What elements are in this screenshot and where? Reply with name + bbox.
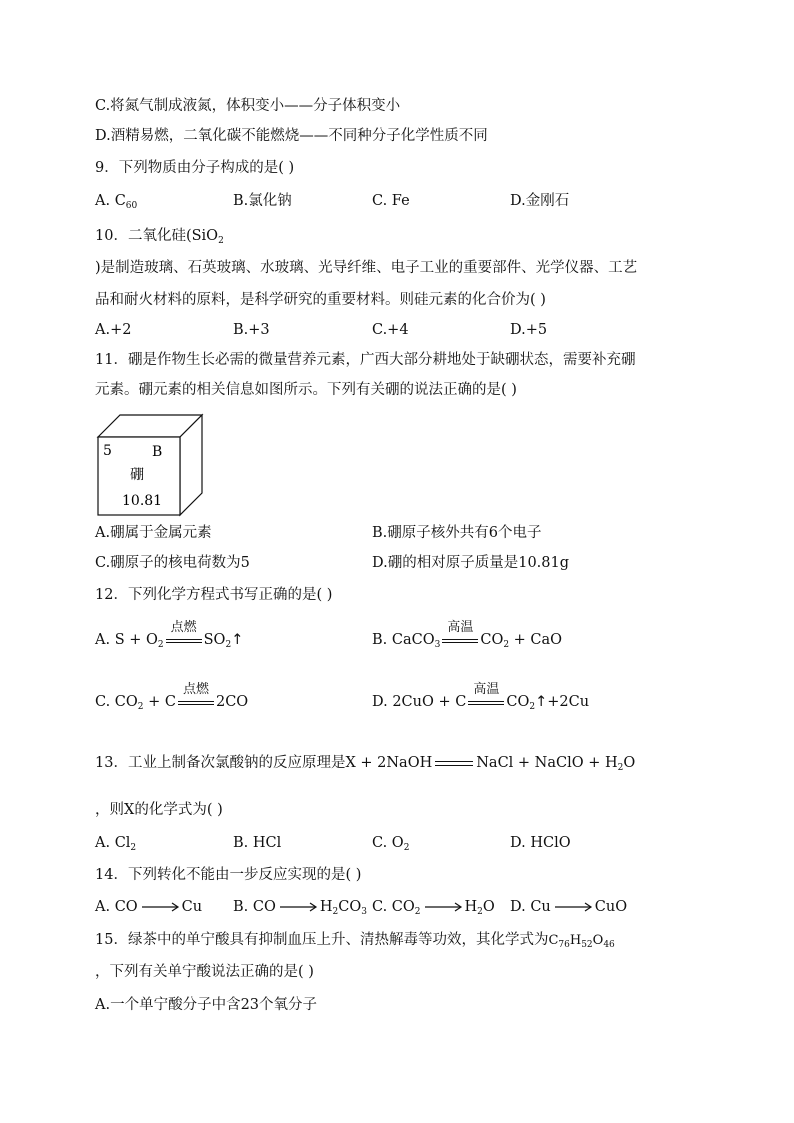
q9-option-d: D.金刚石	[510, 193, 570, 209]
q14-option-b: B. CO $H_2CO_3$	[233, 899, 367, 917]
question-11: 11．硼是作物生长必需的微量营养元素，广西大部分耕地处于缺硼状态，需要补充硼	[95, 352, 636, 368]
element-name: 硼	[130, 467, 144, 483]
question-15: 15．绿茶中的单宁酸具有抑制血压上升、清热解毒等功效，其化学式为$C_{76}H_{52}O_{46}$	[95, 932, 615, 950]
question-10-cont2: 品和耐火材料的原料，是科学研究的重要材料。则硅元素的化合价为( )	[95, 292, 546, 308]
element-symbol: B	[152, 444, 163, 460]
atomic-number: 5	[103, 443, 112, 459]
gas-arrow-icon: ↑	[231, 632, 244, 648]
question-11-cont: 元素。硼元素的相关信息如图所示。下列有关硼的说法正确的是( )	[95, 382, 517, 398]
q15-option-a: A.一个单宁酸分子中含23个氧分子	[95, 997, 318, 1013]
q10-option-b: B.+3	[233, 322, 270, 338]
q14-option-a: A. CO Cu	[95, 899, 203, 915]
q12-option-a: A. $S + O_2$ 点燃 $SO_2↑$	[95, 620, 244, 650]
q14-option-c: C. $CO_2$ $H_2O$	[372, 899, 495, 917]
q9-option-b: B.氯化钠	[233, 193, 292, 209]
option-c-line: C.将氮气制成液氮，体积变小——分子体积变小	[95, 98, 401, 114]
gas-arrow-icon: ↑	[535, 694, 548, 710]
arrow-icon	[553, 902, 593, 912]
arrow-icon	[423, 902, 463, 912]
boron-element-card	[94, 411, 206, 519]
question-13-cont: ，则X的化学式为( )	[95, 802, 223, 818]
question-13: 13．工业上制备次氯酸钠的反应原理是X + 2NaOH NaCl + NaClO + $H_2O$	[95, 755, 636, 773]
q9-option-c: C. Fe	[372, 193, 410, 209]
q9-option-a: A. $C_{60}$	[95, 193, 138, 211]
q13-option-c: C. $O_2$	[372, 835, 410, 853]
equals-sign	[435, 761, 473, 766]
question-15-cont: ，下列有关单宁酸说法正确的是( )	[95, 964, 314, 980]
question-10-cont: )是制造玻璃、石英玻璃、水玻璃、光导纤维、电子工业的重要部件、光学仪器、工艺	[95, 260, 638, 276]
q10-option-c: C.+4	[372, 322, 409, 338]
q12-option-b: B. CaCO$_3$ 高温 $CO_2$ + CaO	[372, 620, 563, 650]
q11-option-c: C.硼原子的核电荷数为5	[95, 555, 250, 571]
question-10: 10．二氧化硅(SiO$_2$	[95, 228, 224, 246]
question-9: 9．下列物质由分子构成的是( )	[95, 160, 295, 176]
question-14: 14．下列转化不能由一步反应实现的是( )	[95, 867, 362, 883]
question-12: 12．下列化学方程式书写正确的是( )	[95, 587, 333, 603]
reaction-condition: 高温	[467, 692, 505, 712]
q14-option-d: D. Cu CuO	[510, 899, 628, 915]
atomic-mass: 10.81	[122, 493, 163, 509]
arrow-icon	[140, 902, 180, 912]
arrow-icon	[278, 902, 318, 912]
q11-option-d: D.硼的相对原子质量是10.81g	[372, 555, 570, 571]
q13-option-b: B. HCl	[233, 835, 282, 851]
q11-option-a: A.硼属于金属元素	[95, 525, 212, 541]
reaction-condition: 高温	[441, 630, 479, 650]
reaction-condition: 点燃	[177, 692, 215, 712]
q10-option-a: A.+2	[95, 322, 132, 338]
q13-option-d: D. HClO	[510, 835, 571, 851]
q13-option-a: A. $Cl_2$	[95, 835, 137, 853]
q12-option-d: D. 2CuO + C 高温 $CO_2↑+2Cu$	[372, 682, 590, 712]
option-d-line: D.酒精易燃，二氧化碳不能燃烧——不同种分子化学性质不同	[95, 128, 488, 144]
q11-option-b: B.硼原子核外共有6个电子	[372, 525, 542, 541]
reaction-condition: 点燃	[165, 630, 203, 650]
q10-option-d: D.+5	[510, 322, 548, 338]
q12-option-c: C. $CO_2 + C$ 点燃 2CO	[95, 682, 249, 712]
